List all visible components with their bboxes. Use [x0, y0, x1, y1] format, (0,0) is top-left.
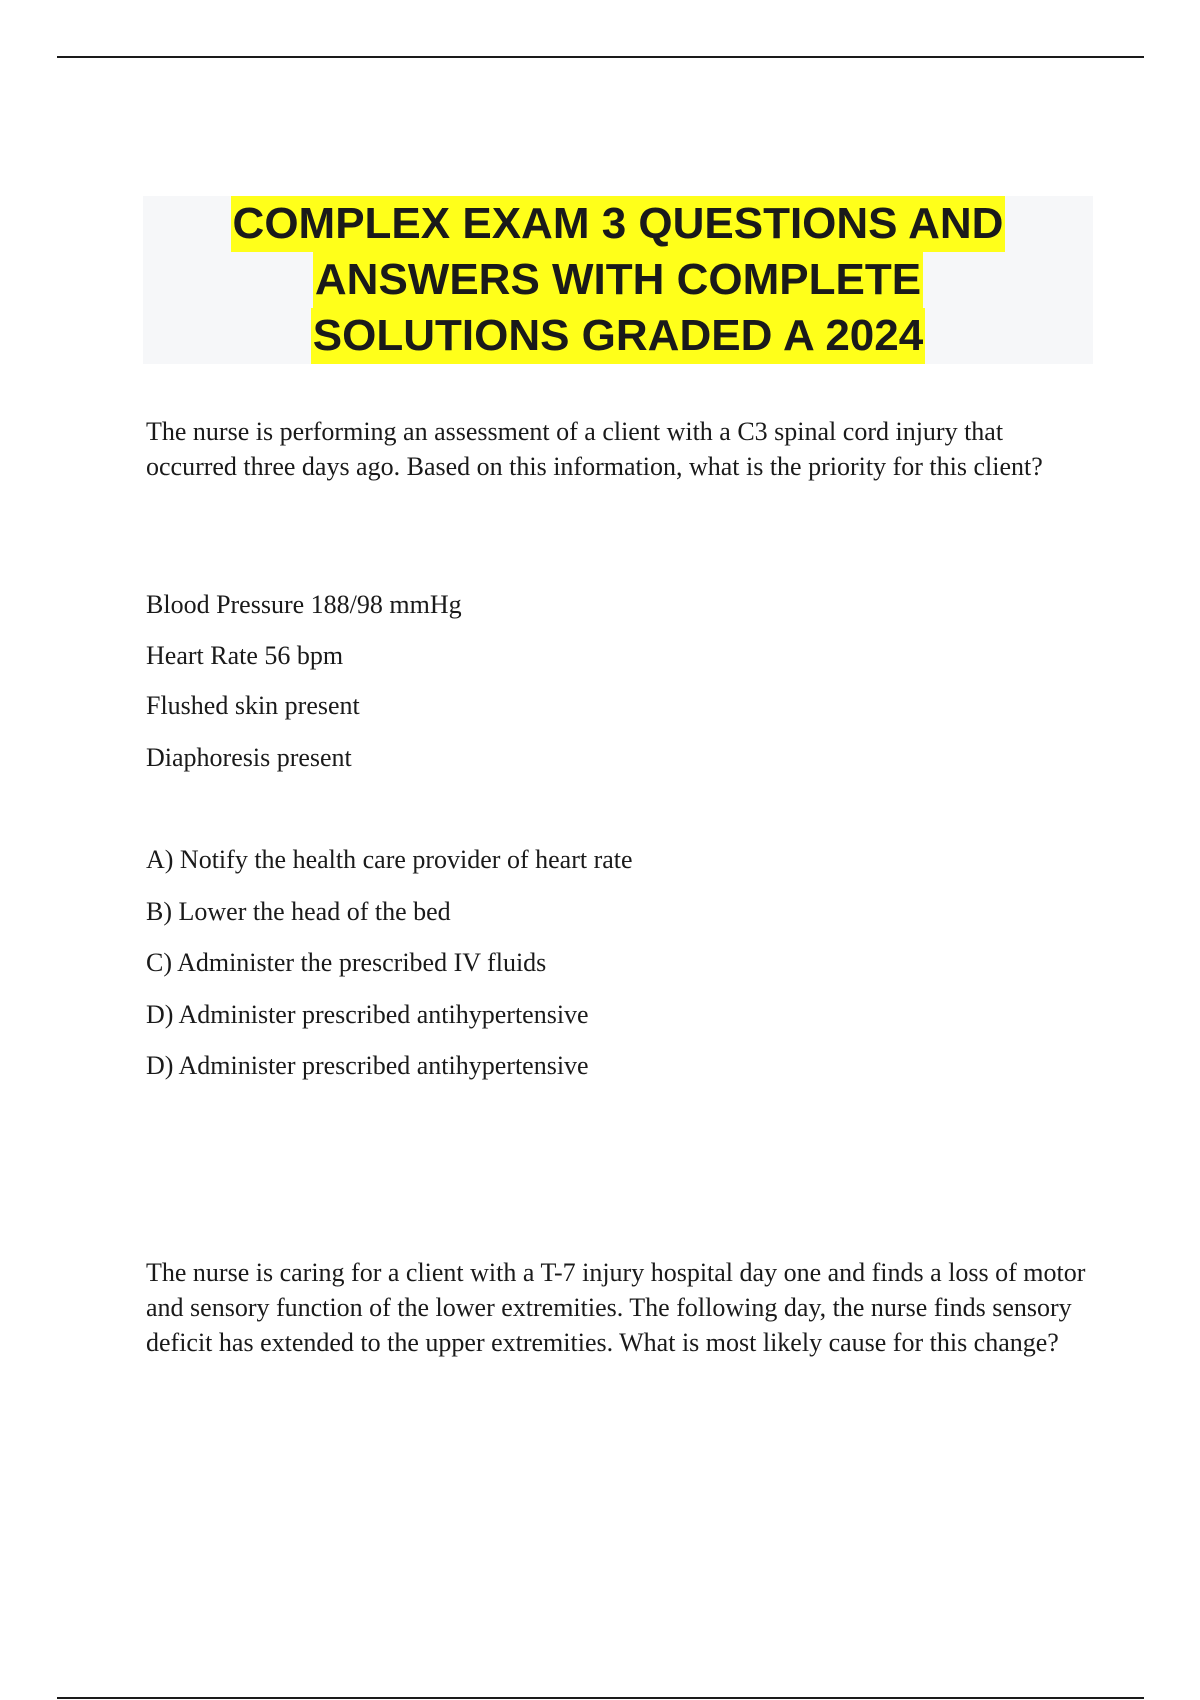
- title-line-1: COMPLEX EXAM 3 QUESTIONS AND: [231, 196, 1006, 252]
- option-d-duplicate: D) Administer prescribed antihypertensive: [146, 1051, 589, 1080]
- finding-heart-rate: Heart Rate 56 bpm: [146, 641, 344, 670]
- option-a: A) Notify the health care provider of heart rate: [146, 845, 633, 874]
- document-title: [143, 196, 1093, 364]
- bottom-rule: [57, 1697, 1144, 1699]
- title-line-2: ANSWERS WITH COMPLETE: [313, 252, 923, 308]
- option-b: B) Lower the head of the bed: [146, 897, 451, 926]
- top-rule: [57, 56, 1144, 58]
- option-c: C) Administer the prescribed IV fluids: [146, 948, 547, 977]
- finding-blood-pressure: Blood Pressure 188/98 mmHg: [146, 590, 462, 619]
- finding-diaphoresis: Diaphoresis present: [146, 743, 352, 772]
- option-d: D) Administer prescribed antihypertensive: [146, 1000, 589, 1029]
- title-line-3: SOLUTIONS GRADED A 2024: [311, 308, 925, 364]
- question-1-stem: The nurse is performing an assessment of a client with a C3 spinal cord injury that occurred three days ago. Based on this information, what is the priority for this client?: [146, 417, 1043, 481]
- finding-flushed-skin: Flushed skin present: [146, 691, 360, 720]
- question-2-stem: The nurse is caring for a client with a T-7 injury hospital day one and finds a loss of motor and sensory function of the lower extremities. The following day, the nurse finds sensory deficit has extended to the upper extremities. What is most likely cause for this change?: [146, 1258, 1086, 1357]
